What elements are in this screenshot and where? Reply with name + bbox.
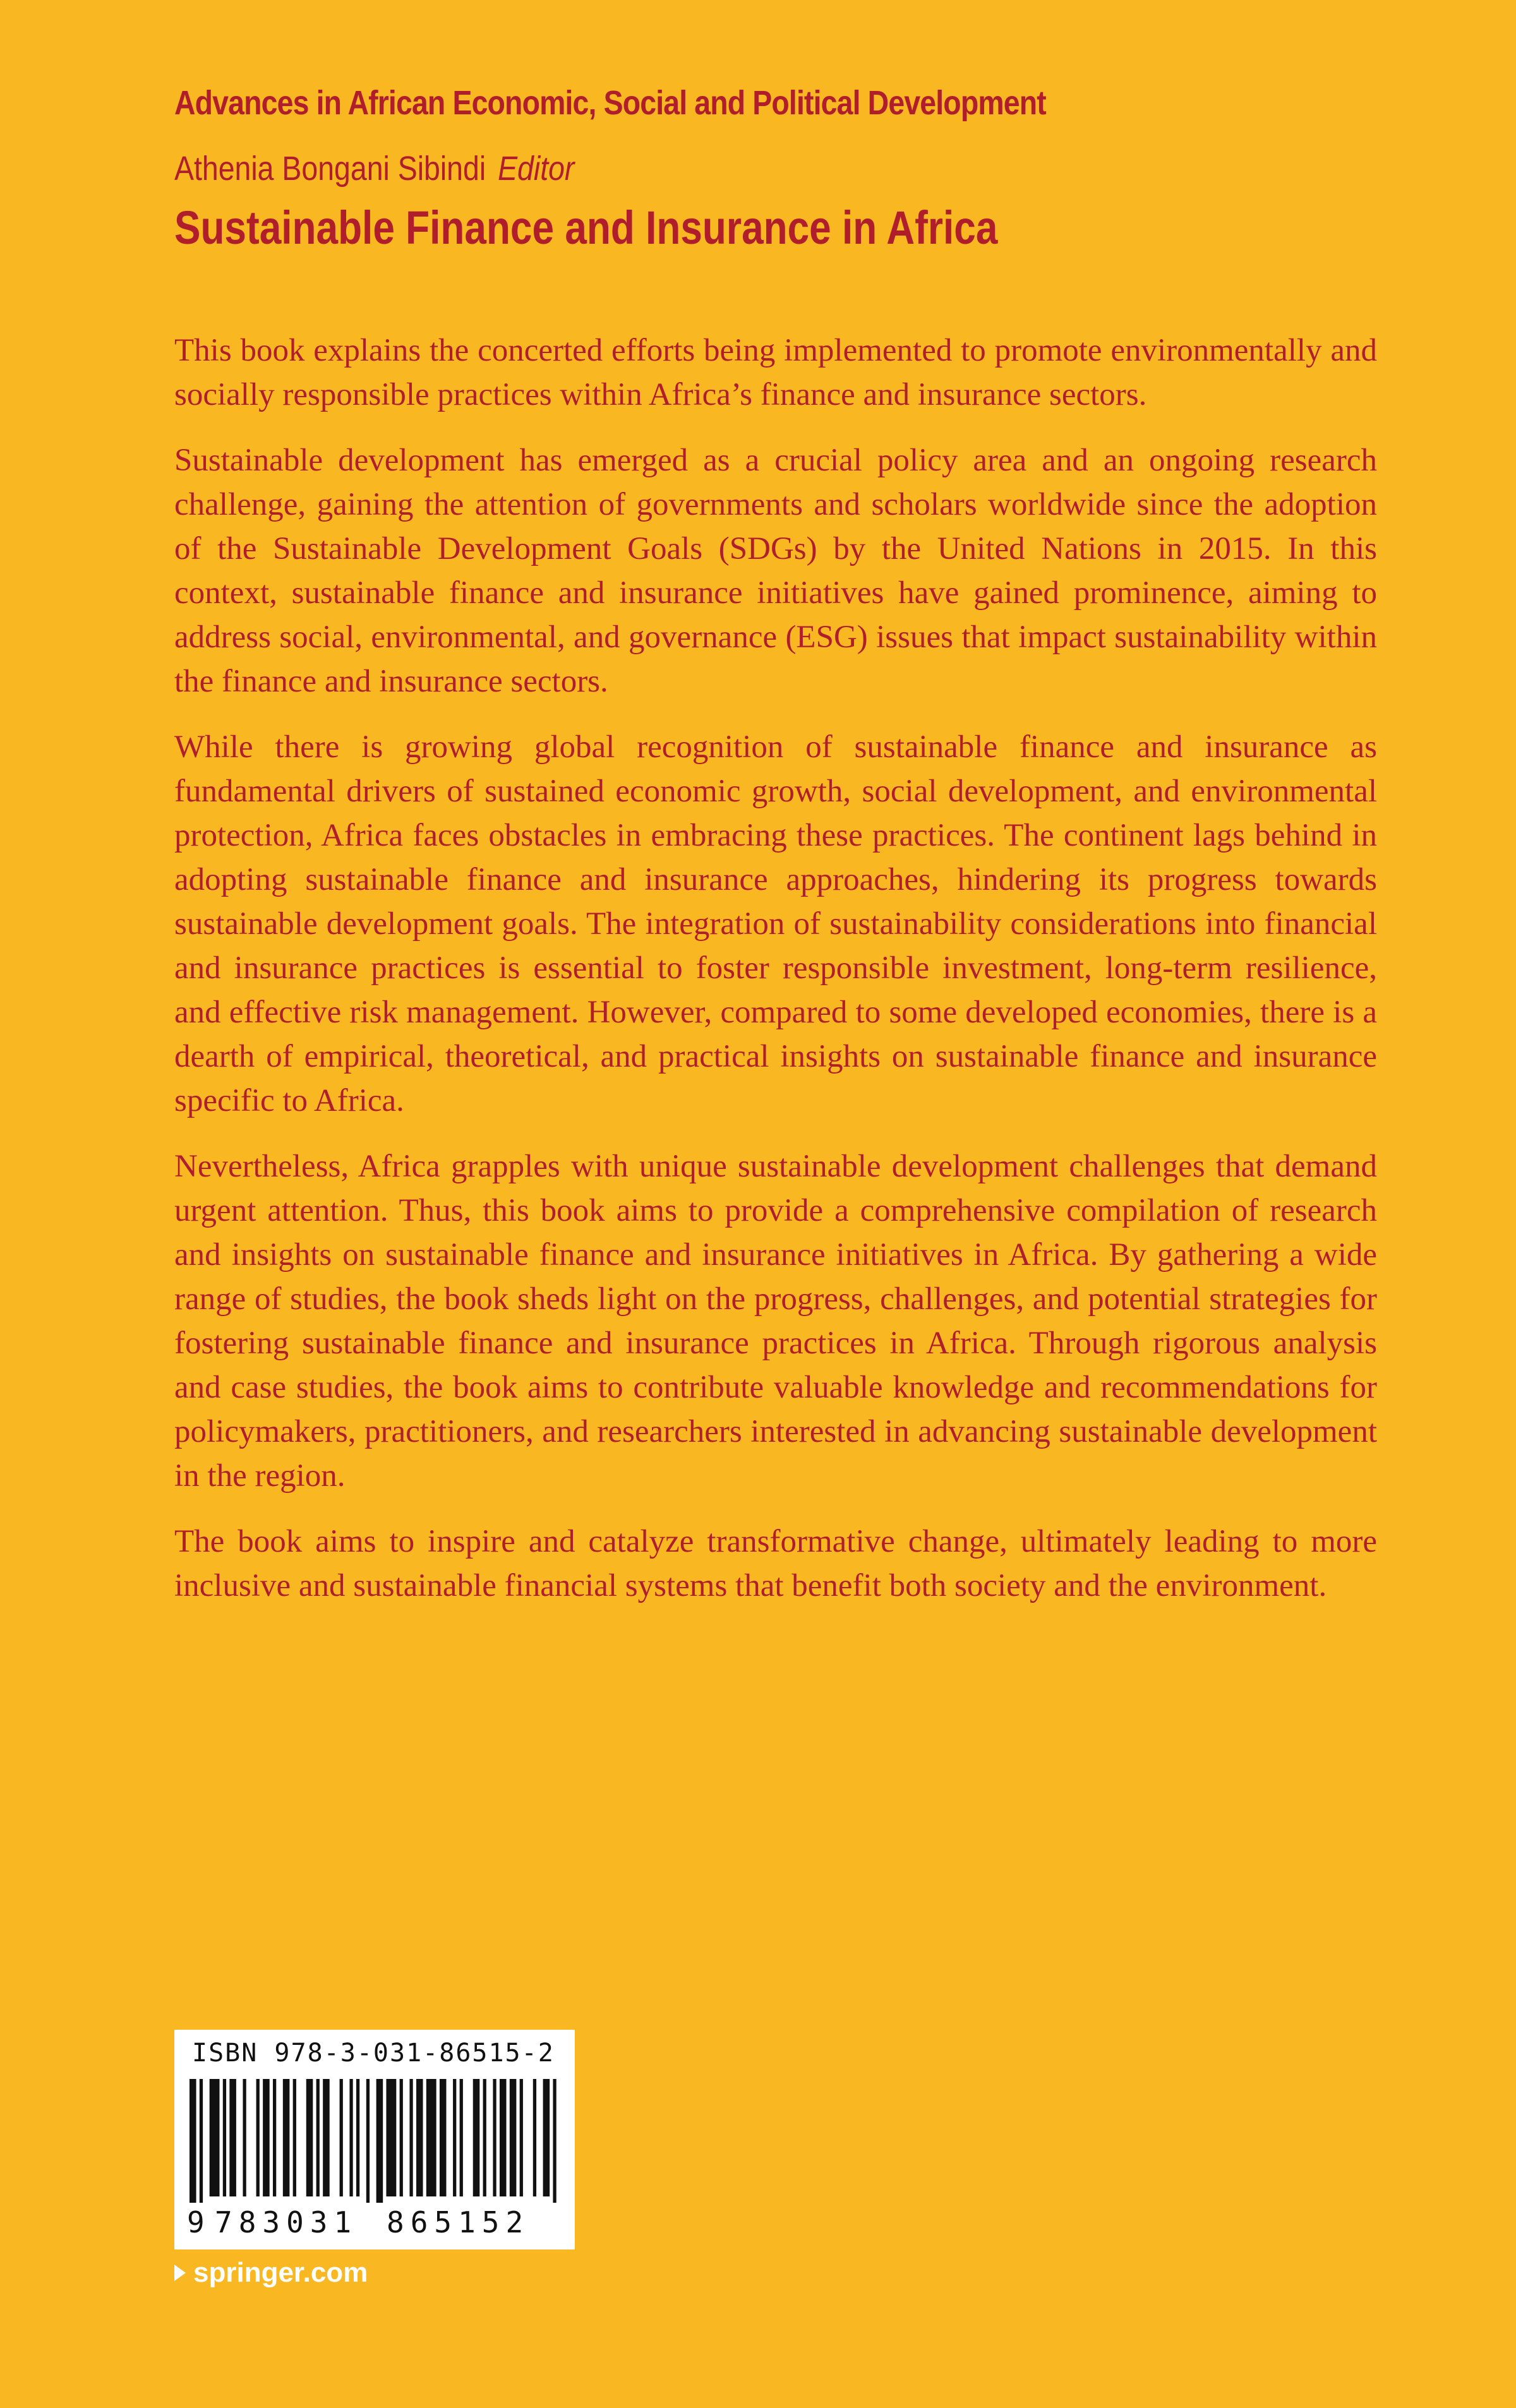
barcode-bar <box>416 2079 423 2196</box>
description-paragraph: This book explains the concerted efforts being implemented to promote environmentally and socially responsible practices within Africa’s finance and insurance sectors. <box>174 333 1377 412</box>
barcode-bar <box>323 2079 330 2196</box>
barcode-bar <box>510 2079 517 2196</box>
book-description <box>174 328 1377 1629</box>
barcode-bar <box>340 2079 343 2196</box>
barcode-bar <box>293 2079 296 2196</box>
publisher-link[interactable] <box>174 2257 368 2289</box>
publisher-url: springer.com <box>193 2257 368 2288</box>
barcode-bar <box>263 2079 270 2196</box>
ean-left-digits: 783031 <box>215 2205 358 2239</box>
barcode-bar <box>493 2079 496 2196</box>
book-title: Sustainable Finance and Insurance in Africa <box>174 201 998 254</box>
description-paragraph: While there is growing global recognition of sustainable finance and insurance as fundamental drivers of sustained economic growth, social development, and environmental protection, Africa faces obstacles in embracing these practices. The continent lags behind in adopting sustainable finance and insurance approaches, hindering its progress towards sustainable development goals. The integration of sustainability considerations into financial and insurance practices is essential to foster responsible investment, long-term resilience, and effective risk management. However, compared to some developed economies, there is a dearth of empirical, theoretical, and practical insights on sustainable finance and insurance specific to Africa. <box>174 729 1377 1118</box>
barcode-bar <box>386 2079 396 2196</box>
isbn-barcode <box>174 2030 575 2249</box>
barcode-bar <box>283 2079 290 2196</box>
ean-digits <box>187 2205 563 2243</box>
isbn-label: ISBN 978-3-031-86515-2 <box>192 2039 555 2068</box>
barcode-bar <box>200 2079 203 2203</box>
barcode-bar <box>460 2079 463 2196</box>
editor-name: Athenia Bongani Sibindi <box>174 150 486 188</box>
description-paragraph: Nevertheless, Africa grapples with unique sustainable development challenges that demand urgent attention. Thus, this book aims to provide a comprehensive compilation of research and insights on sustainable finance and insurance initiatives in Africa. By gathering a wide range of studies, the book sheds light on the progress, challenges, and potential strategies for fostering sustainable finance and insurance practices in Africa. Through rigorous analysis and case studies, the book aims to contribute valuable knowledge and recommendations for policymakers, practitioners, and researchers interested in advancing sustainable development in the region. <box>174 1149 1377 1494</box>
series-title: Advances in African Economic, Social and Political Development <box>174 84 1046 122</box>
arrow-right-icon <box>174 2265 186 2281</box>
barcode-bar <box>210 2079 220 2196</box>
barcode-bar <box>520 2079 523 2196</box>
barcode-bars-icon <box>190 2079 560 2203</box>
barcode-bar <box>440 2079 447 2196</box>
barcode-bar <box>473 2079 480 2196</box>
barcode-bar <box>366 2079 370 2203</box>
barcode-bar <box>453 2079 456 2196</box>
barcode-bar <box>500 2079 507 2196</box>
barcode-bar <box>553 2079 556 2203</box>
barcode-bar <box>356 2079 359 2196</box>
barcode-bar <box>256 2079 260 2196</box>
barcode-bar <box>426 2079 436 2196</box>
barcode-bar <box>316 2079 320 2196</box>
description-paragraph: The book aims to inspire and catalyze transformative change, ultimately leading to more inclusive and sustainable financial systems that benefit both society and the environment. <box>174 1524 1377 1603</box>
description-paragraph: Sustainable development has emerged as a crucial policy area and an ongoing research challenge, gaining the attention of governments and scholars worldwide since the adoption of the Sustainable Development Goals (SDGs) by the United Nations in 2015. In this context, sustainable finance and insurance initiatives have gained prominence, aiming to address social, environmental, and governance (ESG) issues that impact sustainability within the finance and insurance sectors. <box>174 443 1377 699</box>
barcode-bar <box>349 2079 352 2196</box>
barcode-bar <box>243 2079 246 2196</box>
editor-line <box>174 149 574 188</box>
barcode-bar <box>483 2079 486 2196</box>
barcode-bar <box>229 2079 236 2196</box>
barcode-bar <box>409 2079 412 2196</box>
barcode-bar <box>273 2079 276 2196</box>
barcode-bar <box>223 2079 226 2196</box>
editor-role: Editor <box>498 150 575 188</box>
barcode-bar <box>400 2079 403 2196</box>
barcode-bar <box>543 2079 550 2196</box>
ean-first-digit: 9 <box>187 2205 205 2239</box>
barcode-bar <box>190 2079 196 2203</box>
ean-right-digits: 865152 <box>387 2205 530 2239</box>
barcode-bar <box>306 2079 313 2196</box>
barcode-bar <box>376 2079 383 2203</box>
barcode-bar <box>533 2079 536 2196</box>
